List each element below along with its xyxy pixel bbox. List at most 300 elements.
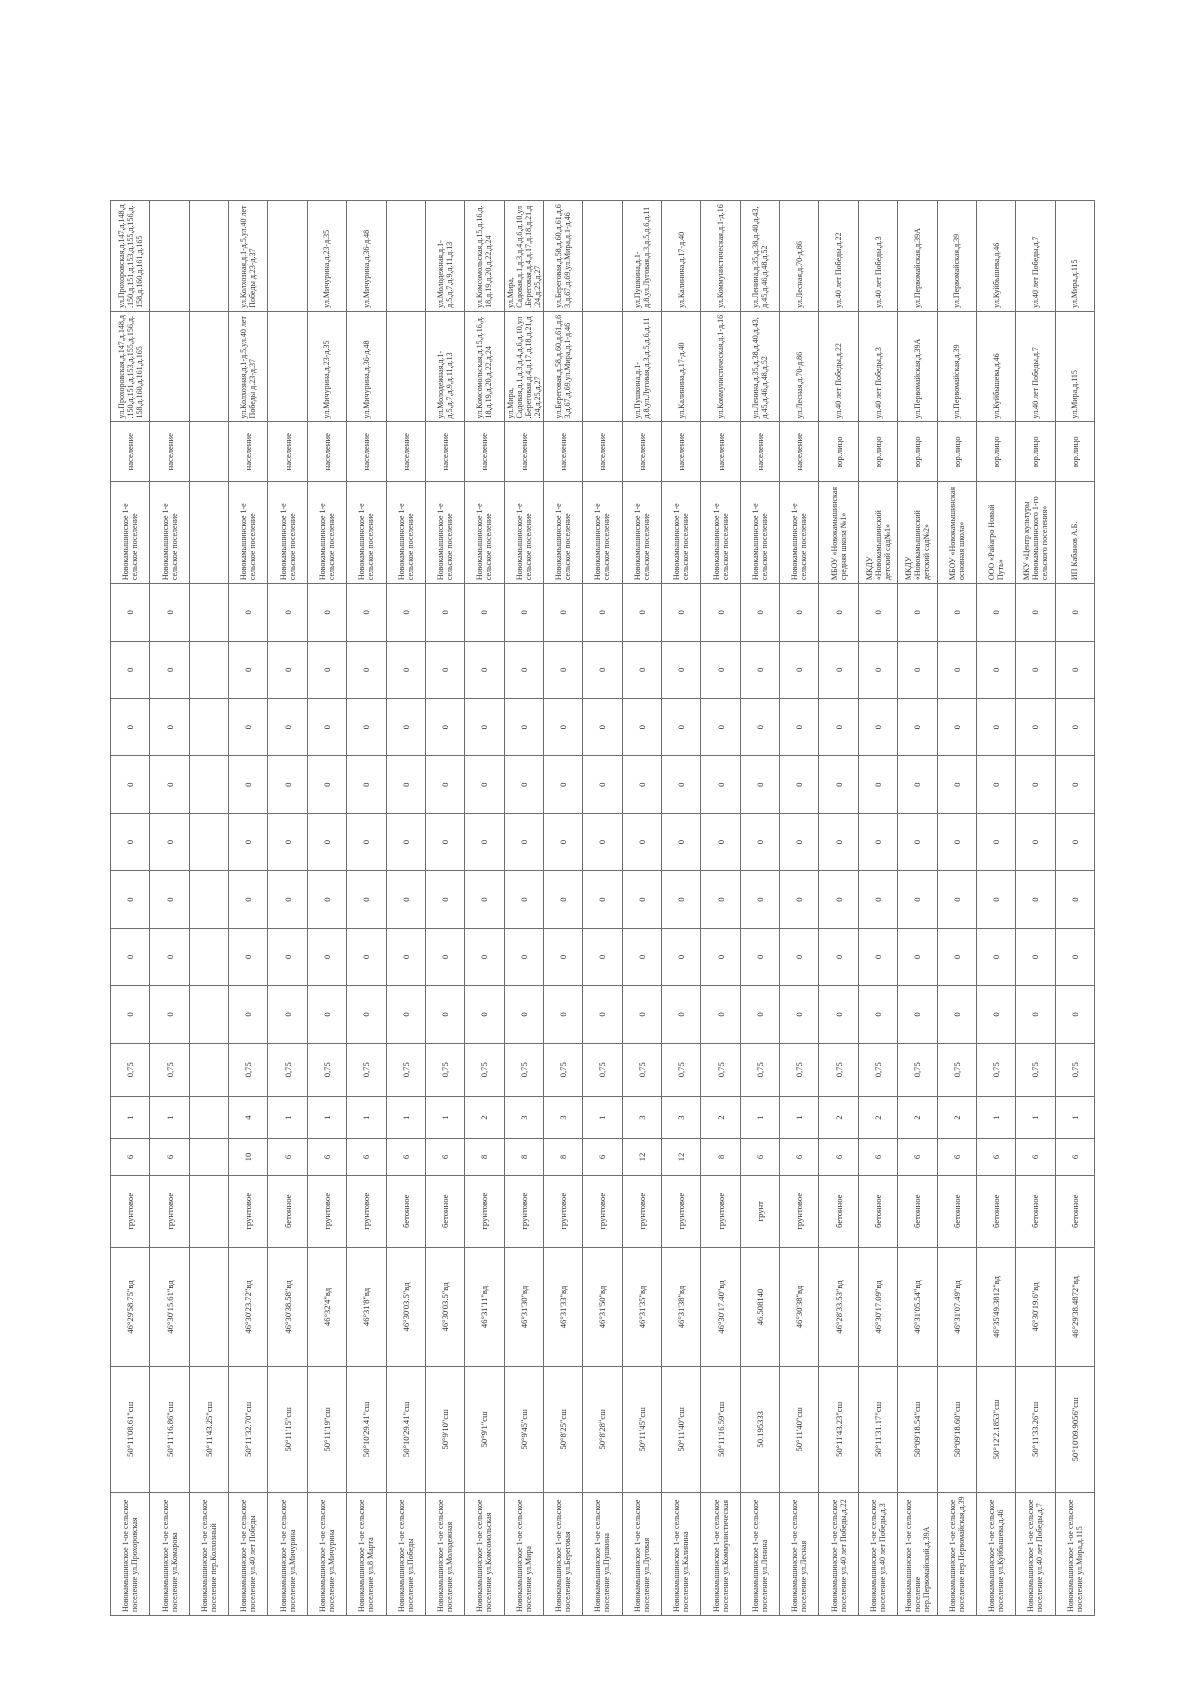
source-type-cell: население: [543, 422, 582, 482]
container-count-cell: 1: [386, 1096, 425, 1139]
longitude-cell: 46°31'30"вд: [504, 1247, 543, 1366]
latitude-cell: 50°09'18.54"сш: [898, 1367, 937, 1493]
longitude-cell: 46°31'33"вд: [543, 1247, 582, 1366]
planned-bunkers-cell: 0: [583, 756, 622, 813]
separate-containers-cell: 0: [111, 641, 150, 698]
surface-type-cell: бетонное: [268, 1175, 307, 1247]
owner-cell: Новокамышинское 1-е сельское поселение: [347, 482, 386, 584]
served-addresses-extra-cell: ул.Куйбышева,д.46: [976, 201, 1015, 312]
separate-volume-cell: 0: [740, 584, 779, 641]
longitude-cell: 46°31'8"вд: [347, 1247, 386, 1366]
planned-containers-cell: 0: [347, 871, 386, 928]
bunker-count-cell: 0: [858, 986, 897, 1043]
served-addresses-cell: ул.Первомайская,д.39: [937, 311, 976, 422]
separate-containers-cell: 0: [1016, 641, 1055, 698]
served-addresses-extra-cell: ул.Колхозная,д.1-д.5,ул.40 лет Победы д.23-д.37: [229, 201, 268, 312]
separate-containers-cell: 0: [662, 641, 701, 698]
bunker-volume-cell: 0: [307, 928, 346, 985]
served-addresses-cell: ул.Комсомольская,д.15,д.16,д.18,д.19,д.20,д.22,д.24: [465, 311, 504, 422]
container-volume-cell: 0,75: [150, 1043, 189, 1096]
location-cell: Новокамышинское 1-ое сельское поселение ул.Мира: [504, 1492, 543, 1615]
surface-type-cell: грунтовое: [504, 1175, 543, 1247]
container-volume-cell: 0,75: [819, 1043, 858, 1096]
separate-containers-cell: 0: [307, 641, 346, 698]
surface-type-cell: грунтовое: [701, 1175, 740, 1247]
separate-containers-cell: 0: [504, 641, 543, 698]
planned-volume-cell: 0: [268, 813, 307, 870]
planned-volume-cell: 0: [425, 813, 464, 870]
served-addresses-cell: [583, 311, 622, 422]
planned-bunkers-cell: 0: [819, 756, 858, 813]
latitude-cell: 50°8'28"сш: [583, 1367, 622, 1493]
planned-volume-cell: 0: [622, 813, 661, 870]
surface-type-cell: бетонное: [937, 1175, 976, 1247]
bunker-count-cell: 0: [543, 986, 582, 1043]
owner-cell: Новокамышинское 1-е сельское поселение: [307, 482, 346, 584]
area-cell: 6: [898, 1139, 937, 1175]
latitude-cell: 50°11'16.86"сш: [150, 1367, 189, 1493]
served-addresses-extra-cell: [386, 201, 425, 312]
planned-volume-cell: 0: [307, 813, 346, 870]
separate-containers-cell: 0: [622, 641, 661, 698]
container-volume-cell: 0,75: [976, 1043, 1015, 1096]
longitude-cell: 46°30'03.5"вд: [425, 1247, 464, 1366]
separate-containers-cell: 0: [898, 641, 937, 698]
served-addresses-extra-cell: [583, 201, 622, 312]
area-cell: 8: [543, 1139, 582, 1175]
planned-bunkers-cell: 0: [504, 756, 543, 813]
planned-containers-cell: 0: [1055, 871, 1094, 928]
planned-bunker-volume-cell: 0: [347, 699, 386, 756]
separate-volume-cell: 0: [898, 584, 937, 641]
planned-bunker-volume-cell: 0: [583, 699, 622, 756]
longitude-cell: 46.508140: [740, 1247, 779, 1366]
planned-volume-cell: 0: [780, 813, 819, 870]
container-volume-cell: 0,75: [111, 1043, 150, 1096]
source-type-cell: население: [662, 422, 701, 482]
owner-cell: Новокамышинское 1-е сельское поселение: [425, 482, 464, 584]
planned-containers-cell: 0: [504, 871, 543, 928]
latitude-cell: 50°11'31.17"сш: [858, 1367, 897, 1493]
planned-volume-cell: 0: [150, 813, 189, 870]
owner-cell: Новокамышинское 1-е сельское поселение: [465, 482, 504, 584]
served-addresses-extra-cell: ул.Комсомольская,д.15,д.16,д.18,д.19,д.20,д.22,д.24: [465, 201, 504, 312]
latitude-cell: 50°11'16.59"сш: [701, 1367, 740, 1493]
planned-bunker-volume-cell: 0: [780, 699, 819, 756]
longitude-cell: 46°30'19.6"вд: [1016, 1247, 1055, 1366]
served-addresses-cell: [189, 311, 228, 422]
planned-volume-cell: 0: [1055, 813, 1094, 870]
surface-type-cell: бетонное: [819, 1175, 858, 1247]
container-count-cell: 2: [701, 1096, 740, 1139]
bunker-count-cell: 0: [268, 986, 307, 1043]
separate-containers-cell: 0: [1055, 641, 1094, 698]
separate-volume-cell: 0: [111, 584, 150, 641]
source-type-cell: население: [740, 422, 779, 482]
planned-volume-cell: 0: [898, 813, 937, 870]
register-row: [229, 201, 268, 1616]
bunker-volume-cell: 0: [347, 928, 386, 985]
bunker-count-cell: 0: [465, 986, 504, 1043]
source-type-cell: население: [150, 422, 189, 482]
separate-volume-cell: 0: [662, 584, 701, 641]
planned-bunker-volume-cell: 0: [858, 699, 897, 756]
planned-bunkers-cell: 0: [1016, 756, 1055, 813]
planned-containers-cell: 0: [268, 871, 307, 928]
planned-bunkers-cell: 0: [858, 756, 897, 813]
planned-bunker-volume-cell: 0: [662, 699, 701, 756]
area-cell: 6: [150, 1139, 189, 1175]
location-cell: Новокамышинское 1-ое сельское поселение ул.Мира,д.115: [1055, 1492, 1094, 1615]
served-addresses-cell: [150, 311, 189, 422]
separate-volume-cell: 0: [229, 584, 268, 641]
owner-cell: Новокамышинское 1-е сельское поселение: [740, 482, 779, 584]
planned-bunker-volume-cell: 0: [898, 699, 937, 756]
longitude-cell: 46°28'33.53"вд: [819, 1247, 858, 1366]
served-addresses-extra-cell: ул.Мичурина,д.23-д.35: [307, 201, 346, 312]
planned-bunker-volume-cell: 0: [229, 699, 268, 756]
longitude-cell: 46°30'03.5"вд: [386, 1247, 425, 1366]
container-count-cell: 1: [268, 1096, 307, 1139]
bunker-volume-cell: 0: [111, 928, 150, 985]
bunker-volume-cell: 0: [268, 928, 307, 985]
served-addresses-cell: ул.Ленина,д.35,д.38,д.40,д.43,д.45,д.46,д.48,д.52: [740, 311, 779, 422]
bunker-volume-cell: 0: [858, 928, 897, 985]
bunker-count-cell: [189, 986, 228, 1043]
planned-volume-cell: 0: [819, 813, 858, 870]
served-addresses-extra-cell: ул.40 лет Победы,д.3: [858, 201, 897, 312]
source-type-cell: население: [701, 422, 740, 482]
source-type-cell: юр.лицо: [1016, 422, 1055, 482]
location-cell: Новокамышинское 1-ое сельское поселение ул.Ленина: [740, 1492, 779, 1615]
area-cell: 6: [307, 1139, 346, 1175]
surface-type-cell: грунтовое: [583, 1175, 622, 1247]
separate-volume-cell: 0: [347, 584, 386, 641]
served-addresses-cell: ул.Первомайская,д.39А: [898, 311, 937, 422]
register-row: [307, 201, 346, 1616]
longitude-cell: 46°30'15.61"вд: [150, 1247, 189, 1366]
separate-volume-cell: 0: [425, 584, 464, 641]
planned-bunkers-cell: 0: [425, 756, 464, 813]
location-cell: Новокамышинское 1-ое сельское поселение ул.Мичурина: [307, 1492, 346, 1615]
served-addresses-cell: ул.Прохоровская,д.147,д.148,д.150,д.151,д.153,д.155,д.156,д.158,д.160,д.161,д.165: [111, 311, 150, 422]
location-cell: Новокамышинское 1-ое сельское поселение пер.Первомайский,д.39А: [898, 1492, 937, 1615]
planned-bunkers-cell: 0: [937, 756, 976, 813]
source-type-cell: юр.лицо: [1055, 422, 1094, 482]
location-cell: Новокамышинское 1-ое сельское поселение ул.Мичурина: [268, 1492, 307, 1615]
separate-volume-cell: 0: [622, 584, 661, 641]
location-cell: Новокамышинское 1-ое сельское поселение ул.Коммунистическая: [701, 1492, 740, 1615]
longitude-cell: 46°30'38"вд: [780, 1247, 819, 1366]
separate-volume-cell: 0: [858, 584, 897, 641]
longitude-cell: 46°31'07.49"вд: [937, 1247, 976, 1366]
container-count-cell: 3: [662, 1096, 701, 1139]
planned-volume-cell: 0: [229, 813, 268, 870]
planned-volume-cell: 0: [976, 813, 1015, 870]
separate-containers-cell: 0: [819, 641, 858, 698]
separate-volume-cell: 0: [780, 584, 819, 641]
separate-containers-cell: 0: [740, 641, 779, 698]
source-type-cell: юр.лицо: [819, 422, 858, 482]
planned-bunker-volume-cell: 0: [307, 699, 346, 756]
owner-cell: МКУ «Центр культуры Новокамышинского 1-го сельского поселения»: [1016, 482, 1055, 584]
latitude-cell: 50°10'29.41"сш: [347, 1367, 386, 1493]
register-row: [189, 201, 228, 1616]
bunker-count-cell: 0: [662, 986, 701, 1043]
area-cell: 8: [465, 1139, 504, 1175]
separate-containers-cell: 0: [229, 641, 268, 698]
bunker-count-cell: 0: [504, 986, 543, 1043]
container-volume-cell: 0,75: [701, 1043, 740, 1096]
container-volume-cell: 0,75: [386, 1043, 425, 1096]
served-addresses-extra-cell: [189, 201, 228, 312]
owner-cell: Новокамышинское 1-е сельское поселение: [229, 482, 268, 584]
container-volume-cell: 0,75: [347, 1043, 386, 1096]
planned-containers-cell: 0: [701, 871, 740, 928]
area-cell: 6: [858, 1139, 897, 1175]
planned-volume-cell: 0: [1016, 813, 1055, 870]
separate-volume-cell: 0: [465, 584, 504, 641]
bunker-count-cell: 0: [622, 986, 661, 1043]
longitude-cell: 46°29'58.75"вд: [111, 1247, 150, 1366]
register-row: [150, 201, 189, 1616]
latitude-cell: 50°11'32.70"сш: [229, 1367, 268, 1493]
separate-containers-cell: 0: [386, 641, 425, 698]
surface-type-cell: бетонное: [976, 1175, 1015, 1247]
container-count-cell: 3: [622, 1096, 661, 1139]
planned-bunkers-cell: 0: [229, 756, 268, 813]
planned-bunkers-cell: 0: [898, 756, 937, 813]
planned-containers-cell: 0: [780, 871, 819, 928]
separate-volume-cell: [189, 584, 228, 641]
longitude-cell: 46°31'05.54"вд: [898, 1247, 937, 1366]
container-count-cell: 2: [858, 1096, 897, 1139]
owner-cell: Новокамышинское 1-е сельское поселение: [150, 482, 189, 584]
separate-volume-cell: 0: [150, 584, 189, 641]
separate-volume-cell: 0: [1055, 584, 1094, 641]
planned-bunkers-cell: 0: [307, 756, 346, 813]
container-count-cell: 1: [347, 1096, 386, 1139]
area-cell: 6: [268, 1139, 307, 1175]
latitude-cell: 50°12'2.1853"сш: [976, 1367, 1015, 1493]
owner-cell: Новокамышинское 1-е сельское поселение: [268, 482, 307, 584]
planned-containers-cell: 0: [898, 871, 937, 928]
container-count-cell: 1: [150, 1096, 189, 1139]
location-cell: Новокамышинское 1-ое сельское поселение ул.Луговая: [622, 1492, 661, 1615]
container-volume-cell: 0,75: [229, 1043, 268, 1096]
container-volume-cell: 0,75: [1055, 1043, 1094, 1096]
bunker-volume-cell: 0: [1055, 928, 1094, 985]
waste-site-register-table: [110, 200, 1095, 1616]
served-addresses-cell: ул.Молодежная,д.1-д.5,д.7,д.9,д.11,д.13: [425, 311, 464, 422]
planned-containers-cell: 0: [662, 871, 701, 928]
separate-volume-cell: 0: [937, 584, 976, 641]
register-row: [898, 201, 937, 1616]
separate-containers-cell: 0: [937, 641, 976, 698]
location-cell: Новокамышинское 1-ое сельское поселение ул.8 Марта: [347, 1492, 386, 1615]
served-addresses-extra-cell: ул.Калинина,д.17-д.40: [662, 201, 701, 312]
served-addresses-extra-cell: ул.Первомайская,д.39А: [898, 201, 937, 312]
planned-containers-cell: 0: [740, 871, 779, 928]
source-type-cell: население: [111, 422, 150, 482]
separate-containers-cell: 0: [268, 641, 307, 698]
latitude-cell: 50°11'08.61"сш: [111, 1367, 150, 1493]
container-count-cell: 1: [111, 1096, 150, 1139]
planned-containers-cell: 0: [386, 871, 425, 928]
container-volume-cell: 0,75: [307, 1043, 346, 1096]
planned-containers-cell: 0: [543, 871, 582, 928]
latitude-cell: 50°11'40"сш: [780, 1367, 819, 1493]
area-cell: 8: [504, 1139, 543, 1175]
bunker-volume-cell: 0: [976, 928, 1015, 985]
planned-bunkers-cell: [189, 756, 228, 813]
area-cell: 10: [229, 1139, 268, 1175]
source-type-cell: юр.лицо: [976, 422, 1015, 482]
served-addresses-cell: ул.Пушкина,д.1-д.8,ул.Луговая,д.3,д.5,д.6,д.11: [622, 311, 661, 422]
location-cell: Новокамышинское 1-ое сельское поселение ул.Береговая: [543, 1492, 582, 1615]
surface-type-cell: грунтовое: [150, 1175, 189, 1247]
container-count-cell: 3: [504, 1096, 543, 1139]
planned-containers-cell: 0: [465, 871, 504, 928]
served-addresses-cell: ул.Мичурина,д.23-д.35: [307, 311, 346, 422]
surface-type-cell: грунтовое: [465, 1175, 504, 1247]
location-cell: Новокамышинское 1-ое сельское поселение ул.40 лет Победы,д.7: [1016, 1492, 1055, 1615]
separate-containers-cell: 0: [150, 641, 189, 698]
planned-containers-cell: 0: [111, 871, 150, 928]
source-type-cell: население: [465, 422, 504, 482]
bunker-volume-cell: 0: [701, 928, 740, 985]
register-row: [347, 201, 386, 1616]
planned-bunker-volume-cell: 0: [819, 699, 858, 756]
source-type-cell: население: [229, 422, 268, 482]
latitude-cell: 50°11'43.23"сш: [819, 1367, 858, 1493]
planned-bunkers-cell: 0: [465, 756, 504, 813]
owner-cell: ООО «Райагро Новый Путь»: [976, 482, 1015, 584]
bunker-count-cell: 0: [307, 986, 346, 1043]
area-cell: 6: [111, 1139, 150, 1175]
longitude-cell: 46°29'38.4872"вд: [1055, 1247, 1094, 1366]
planned-bunker-volume-cell: 0: [740, 699, 779, 756]
location-cell: Новокамышинское 1-ое сельское поселение ул.Прохоровская: [111, 1492, 150, 1615]
surface-type-cell: [189, 1175, 228, 1247]
container-count-cell: 2: [898, 1096, 937, 1139]
owner-cell: Новокамышинское 1-е сельское поселение: [583, 482, 622, 584]
register-row: [465, 201, 504, 1616]
source-type-cell: население: [504, 422, 543, 482]
area-cell: 6: [1016, 1139, 1055, 1175]
area-cell: 6: [1055, 1139, 1094, 1175]
served-addresses-extra-cell: ул.Прохоровская,д.147,д.148,д.150,д.151,д.153,д.155,д.156,д.158,д.160,д.161,д.165: [111, 201, 150, 312]
planned-bunker-volume-cell: 0: [937, 699, 976, 756]
planned-bunkers-cell: 0: [111, 756, 150, 813]
surface-type-cell: грунтовое: [307, 1175, 346, 1247]
planned-bunkers-cell: 0: [740, 756, 779, 813]
latitude-cell: 50°9'1"сш: [465, 1367, 504, 1493]
bunker-volume-cell: 0: [898, 928, 937, 985]
served-addresses-cell: ул.Коммунистическая,д.1-д.16: [701, 311, 740, 422]
served-addresses-cell: ул.Береговая,д.58,д.60,д.61,д.63,д.67,д.69,ул.Мира,д.1-д.46: [543, 311, 582, 422]
container-count-cell: 1: [740, 1096, 779, 1139]
served-addresses-cell: ул.Куйбышева,д.46: [976, 311, 1015, 422]
owner-cell: МКДУ «Новокамышинский детский сад№2»: [898, 482, 937, 584]
location-cell: Новокамышинское 1-ое сельское поселение ул.Молодежная: [425, 1492, 464, 1615]
container-volume-cell: 0,75: [583, 1043, 622, 1096]
source-type-cell: юр.лицо: [937, 422, 976, 482]
rotated-register-page: [110, 200, 1094, 1616]
planned-containers-cell: 0: [937, 871, 976, 928]
planned-volume-cell: 0: [583, 813, 622, 870]
longitude-cell: 46°30'38.58"вд: [268, 1247, 307, 1366]
bunker-volume-cell: 0: [662, 928, 701, 985]
planned-bunker-volume-cell: 0: [1016, 699, 1055, 756]
owner-cell: МКДУ «Новокамышинский детский сад№1»: [858, 482, 897, 584]
register-row: [780, 201, 819, 1616]
longitude-cell: 46°31'11"вд: [465, 1247, 504, 1366]
source-type-cell: население: [307, 422, 346, 482]
longitude-cell: 46°30'17.09"вд: [858, 1247, 897, 1366]
separate-containers-cell: 0: [780, 641, 819, 698]
container-volume-cell: 0,75: [622, 1043, 661, 1096]
planned-containers-cell: 0: [622, 871, 661, 928]
container-count-cell: [189, 1096, 228, 1139]
owner-cell: Новокамышинское 1-е сельское поселение: [543, 482, 582, 584]
longitude-cell: [189, 1247, 228, 1366]
owner-cell: МБОУ «Новокамышинская основная школа»: [937, 482, 976, 584]
planned-containers-cell: 0: [976, 871, 1015, 928]
separate-containers-cell: 0: [976, 641, 1015, 698]
owner-cell: [189, 482, 228, 584]
bunker-volume-cell: 0: [229, 928, 268, 985]
served-addresses-cell: [386, 311, 425, 422]
area-cell: 6: [425, 1139, 464, 1175]
planned-bunker-volume-cell: 0: [425, 699, 464, 756]
served-addresses-cell: ул.40 лет Победы,д.22: [819, 311, 858, 422]
latitude-cell: 50°11'40"сш: [662, 1367, 701, 1493]
container-count-cell: 1: [1055, 1096, 1094, 1139]
planned-volume-cell: 0: [347, 813, 386, 870]
bunker-count-cell: 0: [386, 986, 425, 1043]
container-count-cell: 1: [307, 1096, 346, 1139]
planned-bunkers-cell: 0: [780, 756, 819, 813]
planned-volume-cell: 0: [111, 813, 150, 870]
served-addresses-cell: ул.Калинина,д.17-д.40: [662, 311, 701, 422]
source-type-cell: юр.лицо: [858, 422, 897, 482]
bunker-volume-cell: 0: [740, 928, 779, 985]
source-type-cell: население: [583, 422, 622, 482]
planned-containers-cell: 0: [150, 871, 189, 928]
served-addresses-extra-cell: [268, 201, 307, 312]
location-cell: Новокамышинское 1-ое сельское поселение ул.Пушкина: [583, 1492, 622, 1615]
bunker-volume-cell: 0: [819, 928, 858, 985]
separate-containers-cell: 0: [583, 641, 622, 698]
longitude-cell: 46°31'35"вд: [622, 1247, 661, 1366]
bunker-count-cell: 0: [740, 986, 779, 1043]
owner-cell: Новокамышинское 1-е сельское поселение: [111, 482, 150, 584]
register-row: [937, 201, 976, 1616]
register-row: [425, 201, 464, 1616]
planned-bunkers-cell: 0: [543, 756, 582, 813]
surface-type-cell: бетонное: [858, 1175, 897, 1247]
surface-type-cell: грунтовое: [780, 1175, 819, 1247]
owner-cell: Новокамышинское 1-е сельское поселение: [386, 482, 425, 584]
owner-cell: Новокамышинское 1-е сельское поселение: [662, 482, 701, 584]
bunker-volume-cell: 0: [622, 928, 661, 985]
bunker-count-cell: 0: [1016, 986, 1055, 1043]
bunker-count-cell: 0: [229, 986, 268, 1043]
bunker-volume-cell: 0: [504, 928, 543, 985]
planned-bunkers-cell: 0: [347, 756, 386, 813]
latitude-cell: 50°10'29.41"сш: [386, 1367, 425, 1493]
